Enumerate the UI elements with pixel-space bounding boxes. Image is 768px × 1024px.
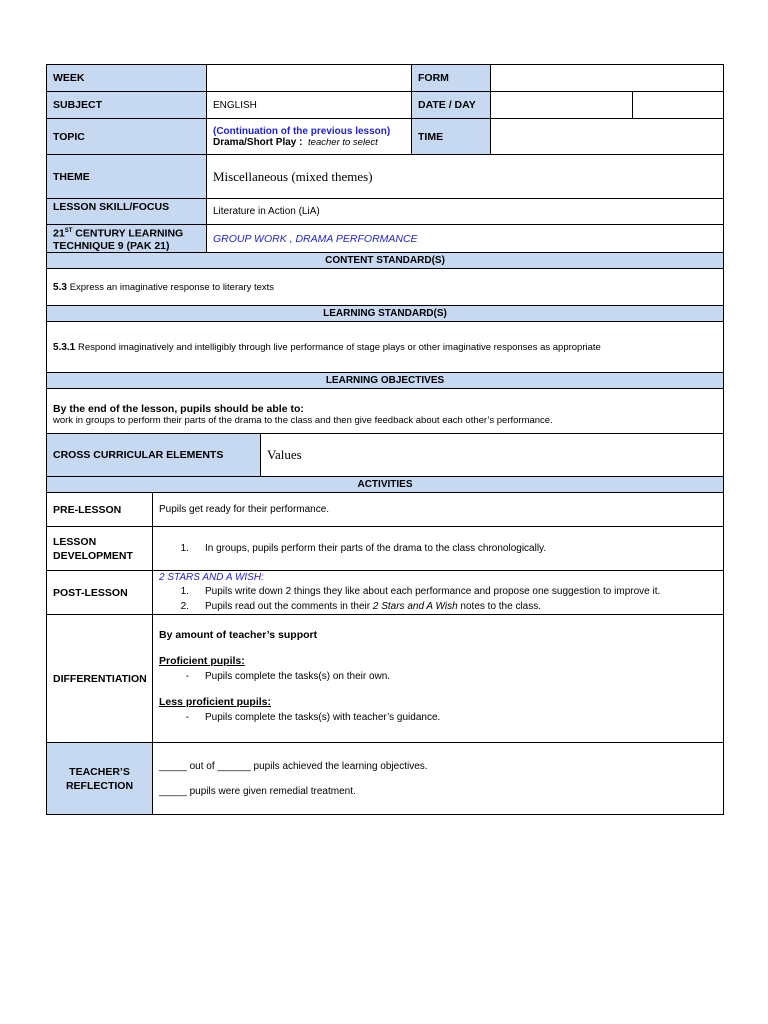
pre-lesson-label: PRE-LESSON	[47, 493, 153, 527]
learning-objectives-text: work in groups to perform their parts of the drama to the class and then give feedback about each other’s performance.	[53, 414, 553, 426]
learning-objectives-body	[47, 389, 724, 434]
lesson-plan-table	[46, 64, 724, 815]
date-value[interactable]	[491, 92, 633, 119]
form-value[interactable]	[491, 65, 724, 92]
learning-standard-body	[47, 322, 724, 373]
learning-standard-heading: LEARNING STANDARD(S)	[47, 306, 724, 322]
lesson-plan	[46, 64, 723, 815]
learning-objectives-heading: LEARNING OBJECTIVES	[47, 373, 724, 389]
list-item: 1. In groups, pupils perform their parts of the drama to the class chronologically.	[180, 543, 547, 554]
skill-value: Literature in Action (LiA)	[207, 199, 724, 225]
activities-heading: ACTIVITIES	[47, 477, 724, 493]
time-label: TIME	[412, 119, 491, 155]
reflection-line2[interactable]: _____ pupils were given remedial treatment.	[159, 785, 356, 797]
post-lesson-title: 2 STARS AND A WISH:	[159, 572, 264, 583]
lesson-development-label: LESSON DEVELOPMENT	[47, 527, 153, 571]
differentiation-heading: By amount of teacher’s support	[159, 629, 318, 641]
date-label: DATE / DAY	[412, 92, 491, 119]
subject-label: SUBJECT	[47, 92, 207, 119]
reflection-line1[interactable]: _____ out of ______ pupils achieved the learning objectives.	[159, 760, 428, 772]
post-lesson-body	[153, 571, 724, 615]
week-value[interactable]	[207, 65, 412, 92]
reflection-body	[153, 743, 724, 815]
learning-objectives-lead: By the end of the lesson, pupils should be able to:	[53, 402, 304, 415]
topic-label: TOPIC	[47, 119, 207, 155]
pre-lesson-text: Pupils get ready for their performance.	[153, 493, 724, 527]
time-value[interactable]	[491, 119, 724, 155]
content-standard-text: Express an imaginative response to literary texts	[69, 281, 275, 293]
differentiation-label: DIFFERENTIATION	[47, 615, 153, 743]
topic-line2-italic: teacher to select	[308, 136, 378, 148]
proficient-label: Proficient pupils:	[159, 655, 245, 667]
list-item: - Pupils complete the tasks(s) with teacher’s guidance.	[185, 712, 441, 723]
day-value[interactable]	[633, 92, 724, 119]
post-lesson-label: POST-LESSON	[47, 571, 153, 615]
topic-line2-bold: Drama/Short Play :	[213, 136, 303, 148]
differentiation-body	[153, 615, 724, 743]
lesson-development-body	[153, 527, 724, 571]
cross-curricular-label: CROSS CURRICULAR ELEMENTS	[47, 434, 261, 477]
list-item: 2. Pupils read out the comments in their 2 Stars and A Wish notes to the class.	[180, 601, 542, 612]
week-label: WEEK	[47, 65, 207, 92]
theme-value: Miscellaneous (mixed themes)	[207, 155, 724, 199]
subject-value: ENGLISH	[207, 92, 412, 119]
reflection-label: TEACHER’S REFLECTION	[47, 743, 153, 815]
content-standard-body	[47, 269, 724, 306]
learning-standard-text: Respond imaginatively and intelligibly through live performance of stage plays or other imaginative responses as appropriate	[78, 341, 601, 353]
content-standard-heading: CONTENT STANDARD(S)	[47, 253, 724, 269]
cross-curricular-value: Values	[261, 434, 724, 477]
list-item: - Pupils complete the tasks(s) on their own.	[185, 671, 391, 682]
content-standard-code: 5.3	[53, 281, 67, 293]
form-label: FORM	[412, 65, 491, 92]
c21-value: GROUP WORK , DRAMA PERFORMANCE	[207, 225, 724, 253]
topic-line1: (Continuation of the previous lesson)	[213, 125, 391, 137]
less-proficient-label: Less proficient pupils:	[159, 696, 272, 708]
skill-label: LESSON SKILL/FOCUS	[47, 199, 207, 225]
theme-label: THEME	[47, 155, 207, 199]
learning-standard-code: 5.3.1	[53, 341, 76, 353]
c21-label: 21ST CENTURY LEARNING TECHNIQUE 9 (PAK 21)	[47, 225, 207, 253]
list-item: 1. Pupils write down 2 things they like about each performance and propose one suggestion to improve it.	[180, 586, 661, 597]
topic-value	[207, 119, 412, 155]
